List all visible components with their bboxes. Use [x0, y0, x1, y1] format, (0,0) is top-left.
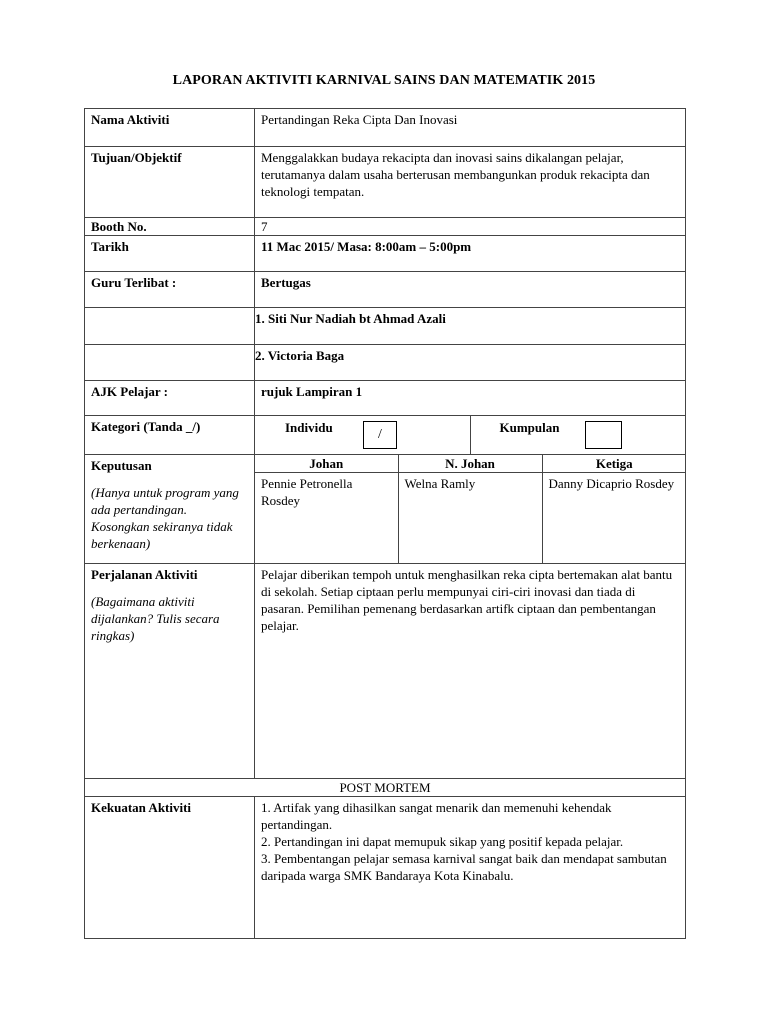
kekuatan-item-3: 3. Pembentangan pelajar semasa karnival sangat baik dan mendapat sambutan daripada warga SMK Bandaraya Kota Kinabalu. [261, 851, 667, 883]
booth-label: Booth No. [85, 218, 255, 236]
row-tujuan [85, 147, 686, 218]
keputusan-label: Keputusan [91, 458, 152, 473]
guru-name-1: 1. Siti Nur Nadiah bt Ahmad Azali [255, 308, 686, 345]
ajk-label: AJK Pelajar : [85, 381, 255, 416]
tujuan-label: Tujuan/Objektif [85, 147, 255, 218]
keputusan-note: (Hanya untuk program yang ada pertandingan. Kosongkan sekiranya tidak berkenaan) [91, 485, 239, 551]
row-keputusan [85, 455, 686, 564]
row-kategori [85, 416, 686, 455]
empty-cell [85, 345, 255, 381]
row-booth [85, 218, 686, 236]
kekuatan-list [255, 797, 686, 939]
guru-name-2: 2. Victoria Baga [255, 345, 686, 381]
row-nama-aktiviti [85, 109, 686, 147]
johan-name: Pennie Petronella Rosdey [255, 473, 398, 564]
kumpulan-cell [470, 416, 686, 454]
naib-johan-header: N. Johan [398, 455, 542, 473]
row-tarikh [85, 236, 686, 272]
guru-value: Bertugas [255, 272, 686, 308]
keputusan-results [255, 455, 686, 564]
individu-cell [255, 416, 470, 454]
row-guru-1 [85, 308, 686, 345]
empty-cell [85, 308, 255, 345]
row-kekuatan [85, 797, 686, 939]
kumpulan-label: Kumpulan [499, 420, 560, 435]
kumpulan-checkbox[interactable] [585, 421, 622, 449]
ketiga-name: Danny Dicaprio Rosdey [542, 473, 686, 564]
results-subtable [255, 455, 686, 563]
report-form-table [84, 108, 686, 939]
perjalanan-note: (Bagaimana aktiviti dijalankan? Tulis secara ringkas) [91, 594, 220, 643]
kategori-subtable [255, 416, 686, 454]
row-ajk [85, 381, 686, 416]
row-perjalanan [85, 564, 686, 779]
individu-checkbox[interactable]: / [363, 421, 397, 449]
row-guru-2 [85, 345, 686, 381]
booth-value: 7 [255, 218, 686, 236]
nama-aktiviti-label: Nama Aktiviti [85, 109, 255, 147]
kekuatan-item-2: 2. Pertandingan ini dapat memupuk sikap yang positif kepada pelajar. [261, 834, 624, 849]
perjalanan-cell [85, 564, 255, 779]
kekuatan-label: Kekuatan Aktiviti [85, 797, 255, 939]
row-post-mortem [85, 779, 686, 797]
row-guru [85, 272, 686, 308]
perjalanan-label: Perjalanan Aktiviti [91, 567, 198, 582]
ajk-value: rujuk Lampiran 1 [255, 381, 686, 416]
post-mortem-heading: POST MORTEM [85, 779, 686, 797]
report-title: LAPORAN AKTIVITI KARNIVAL SAINS DAN MATEMATIK 2015 [172, 73, 596, 88]
tarikh-value: 11 Mac 2015/ Masa: 8:00am – 5:00pm [255, 236, 686, 272]
kategori-label: Kategori (Tanda _/) [85, 416, 255, 455]
kekuatan-item-1: 1. Artifak yang dihasilkan sangat menarik dan memenuhi kehendak pertandingan. [261, 800, 612, 832]
tujuan-value: Menggalakkan budaya rekacipta dan inovasi sains dikalangan pelajar, terutamanya dalam usaha berterusan membangunkan produk rekacipta dan teknologi tempatan. [255, 147, 686, 218]
johan-header: Johan [255, 455, 398, 473]
perjalanan-value: Pelajar diberikan tempoh untuk menghasilkan reka cipta bertemakan alat bantu di sekolah. Setiap ciptaan perlu mempunyai ciri-ciri inovasi dan tiada di pasaran. Pemilihan pemenang berdasarkan artifk ciptaan dan pembentangan pelajar. [255, 564, 686, 779]
guru-label: Guru Terlibat : [85, 272, 255, 308]
ketiga-header: Ketiga [542, 455, 686, 473]
keputusan-cell [85, 455, 255, 564]
tarikh-label: Tarikh [85, 236, 255, 272]
individu-label: Individu [285, 420, 333, 435]
naib-johan-name: Welna Ramly [398, 473, 542, 564]
kategori-options [255, 416, 686, 455]
nama-aktiviti-value: Pertandingan Reka Cipta Dan Inovasi [255, 109, 686, 147]
